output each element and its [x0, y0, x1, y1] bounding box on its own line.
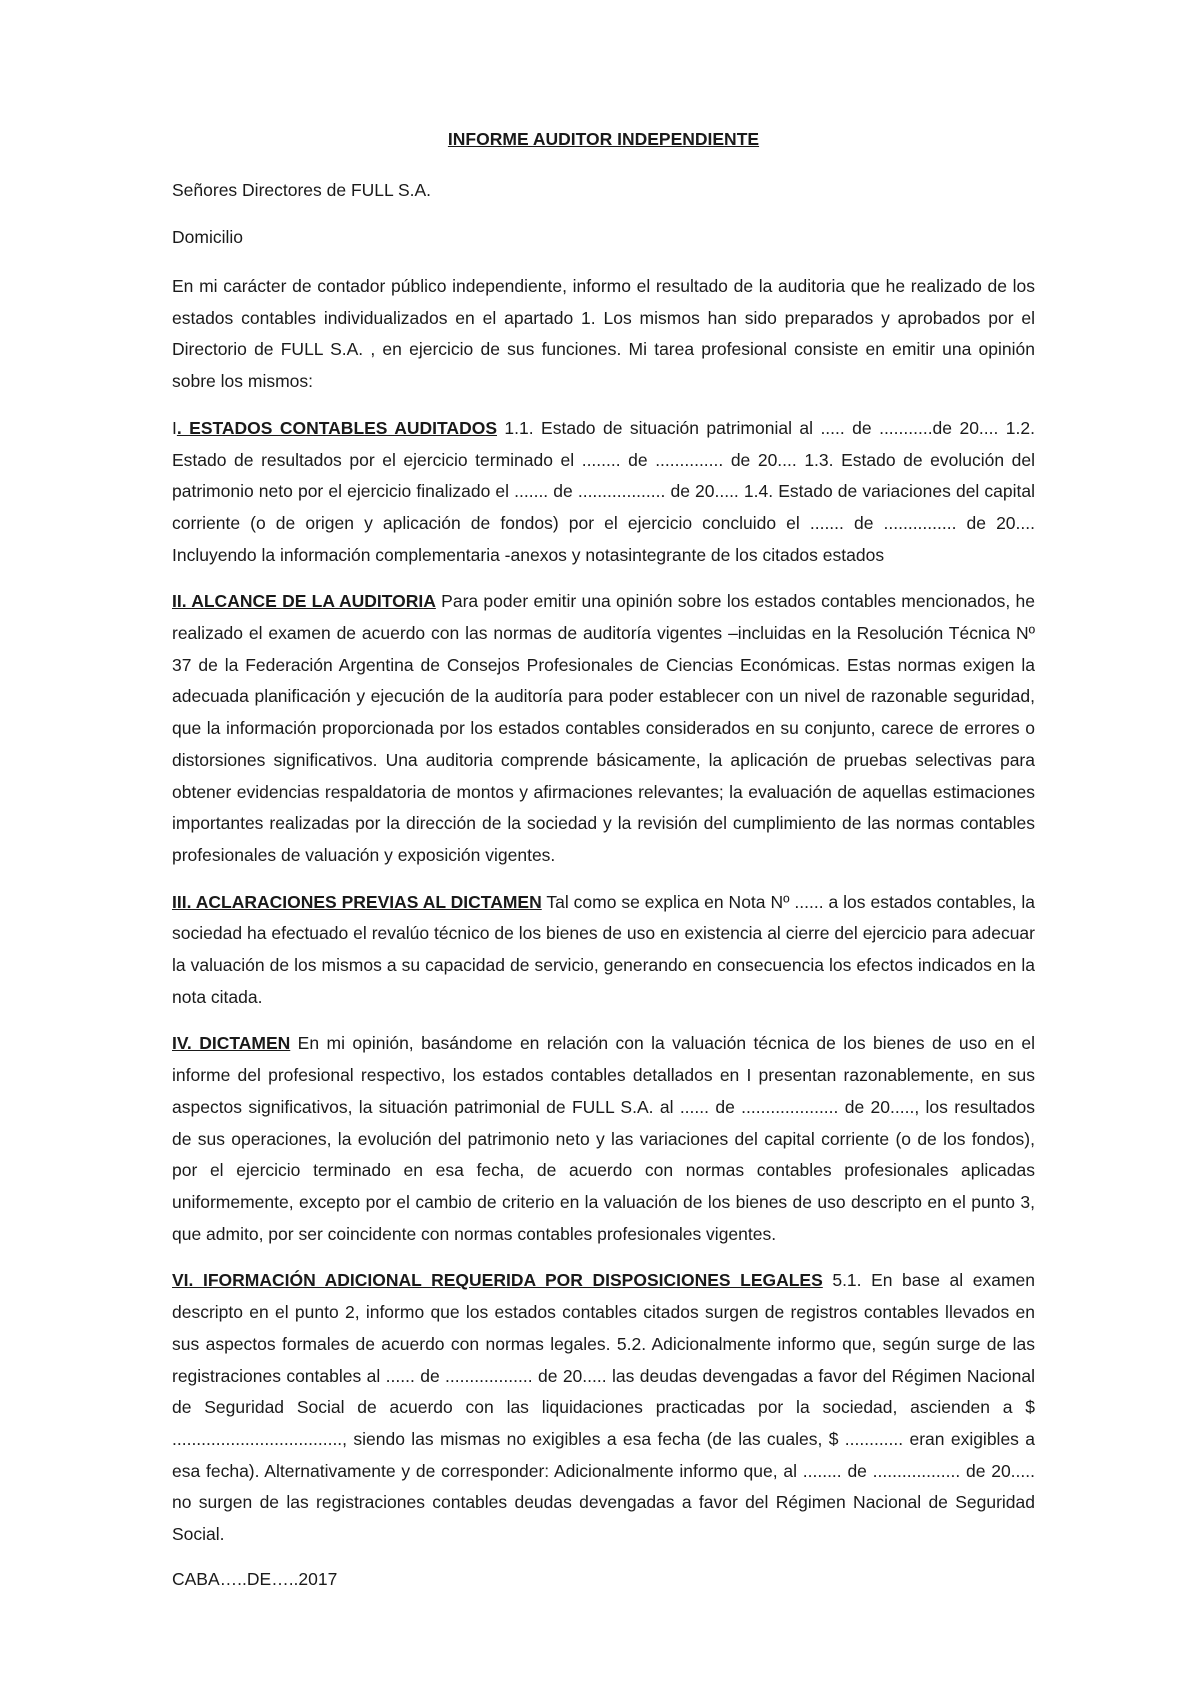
section-heading: VI. IFORMACIÓN ADICIONAL REQUERIDA POR DISPOSICIONES LEGALES — [172, 1270, 823, 1291]
section-alcance — [172, 586, 1035, 871]
section-dictamen — [172, 1028, 1035, 1250]
section-body: Tal como se explica en Nota Nº ...... a los estados contables, la sociedad ha efectuado el revalúo técnico de los bienes de uso en existencia al cierre del ejercicio para adecuar la valuación de los mismos a su capacidad de servicio, generando en consecuencia los efectos indicados en la nota citada. — [172, 891, 1036, 1007]
section-estados-contables — [172, 413, 1035, 572]
document-page — [172, 126, 1035, 1592]
intro-paragraph: En mi carácter de contador público independiente, informo el resultado de la auditoria que he realizado de los estados contables individualizados en el apartado 1. Los mismos han sido preparados y aprobados por el Directorio de FULL S.A. , en ejercicio de sus funciones. Mi tarea profesional consiste en emitir una opinión sobre los mismos: — [172, 276, 1035, 392]
section-prefix: I — [172, 417, 177, 438]
section-body: Para poder emitir una opinión sobre los estados contables mencionados, he realizado el examen de acuerdo con las normas de auditoría vigentes –incluidas en la Resolución Técnica Nº 37 de la Federación Argentina de Consejos Profesionales de Ciencias Económicas. Estas normas exigen la adecuada planificación y ejecución de la auditoría para poder establecer con un nivel de razonable seguridad, que la información proporcionada por los estados contables considerados en su conjunto, carece de errores o distorsiones significativos. Una auditoria comprende básicamente, la aplicación de pruebas selectivas para obtener evidencias respaldatoria de montos y afirmaciones relevantes; la evaluación de aquellas estimaciones importantes realizadas por la dirección de la sociedad y la revisión del cumplimiento de las normas contables profesionales de valuación y exposición vigentes. — [172, 591, 1035, 865]
addressee: Señores Directores de FULL S.A. — [172, 180, 432, 200]
section-heading: . ESTADOS CONTABLES AUDITADOS — [176, 417, 497, 438]
section-heading: II. ALCANCE DE LA AUDITORIA — [172, 591, 436, 612]
section-body: En mi opinión, basándome en relación con la valuación técnica de los bienes de uso en el informe del profesional respectivo, los estados contables detallados en I presentan razonablemente, en sus aspectos significativos, la situación patrimonial de FULL S.A. al ...... de .................... de 20....., los resultados de sus operaciones, la evolución del patrimonio neto y las variaciones del capital corriente (o de los fondos), por el ejercicio terminado en esa fecha, de acuerdo con normas contables profesionales aplicadas uniformemente, excepto por el cambio de criterio en la valuación de los bienes de uso descripto en el punto 3, que admito, por ser coincidente con normas contables profesionales vigentes. — [172, 1033, 1035, 1244]
section-aclaraciones — [172, 887, 1035, 1014]
closing-line: CABA…..DE…..2017 — [172, 1568, 338, 1589]
document-title: INFORME AUDITOR INDEPENDIENTE — [447, 129, 760, 149]
domicile: Domicilio — [172, 227, 243, 247]
section-body: 1.1. Estado de situación patrimonial al ..... de ...........de 20.... 1.2. Estado de resultados por el ejercicio terminado el ........ de .............. de 20.... 1.3. Estado de evolución del patrimonio neto por el ejercicio finalizado el ....... de .................. de 20..... 1.4. Estado de variaciones del capital corriente (o de origen y aplicación de fondos) por el ejercicio concluido el ....... de ............... de 20.... Incluyendo la información complementaria -anexos y notasintegrante de los citados estados — [172, 417, 1035, 565]
section-heading: III. ACLARACIONES PREVIAS AL DICTAMEN — [172, 891, 542, 912]
section-body: 5.1. En base al examen descripto en el punto 2, informo que los estados contables citados surgen de registros contables llevados en sus aspectos formales de acuerdo con normas legales. 5.2. Adicionalmente informo que, según surge de las registraciones contables al ...... de .................. de 20..... las deudas devengadas a favor del Régimen Nacional de Seguridad Social de acuerdo con las liquidaciones practicadas por la sociedad, ascienden a $ ..................................., siendo las mismas no exigibles a esa fecha (de las cuales, $ ............ eran exigibles a esa fecha). Alternativamente y de corresponder: Adicionalmente informo que, al ........ de .................. de 20..... no surgen de las registraciones contables deudas devengadas a favor del Régimen Nacional de Seguridad Social. — [172, 1270, 1035, 1545]
section-heading: IV. DICTAMEN — [172, 1033, 291, 1054]
section-informacion-adicional — [172, 1265, 1035, 1550]
